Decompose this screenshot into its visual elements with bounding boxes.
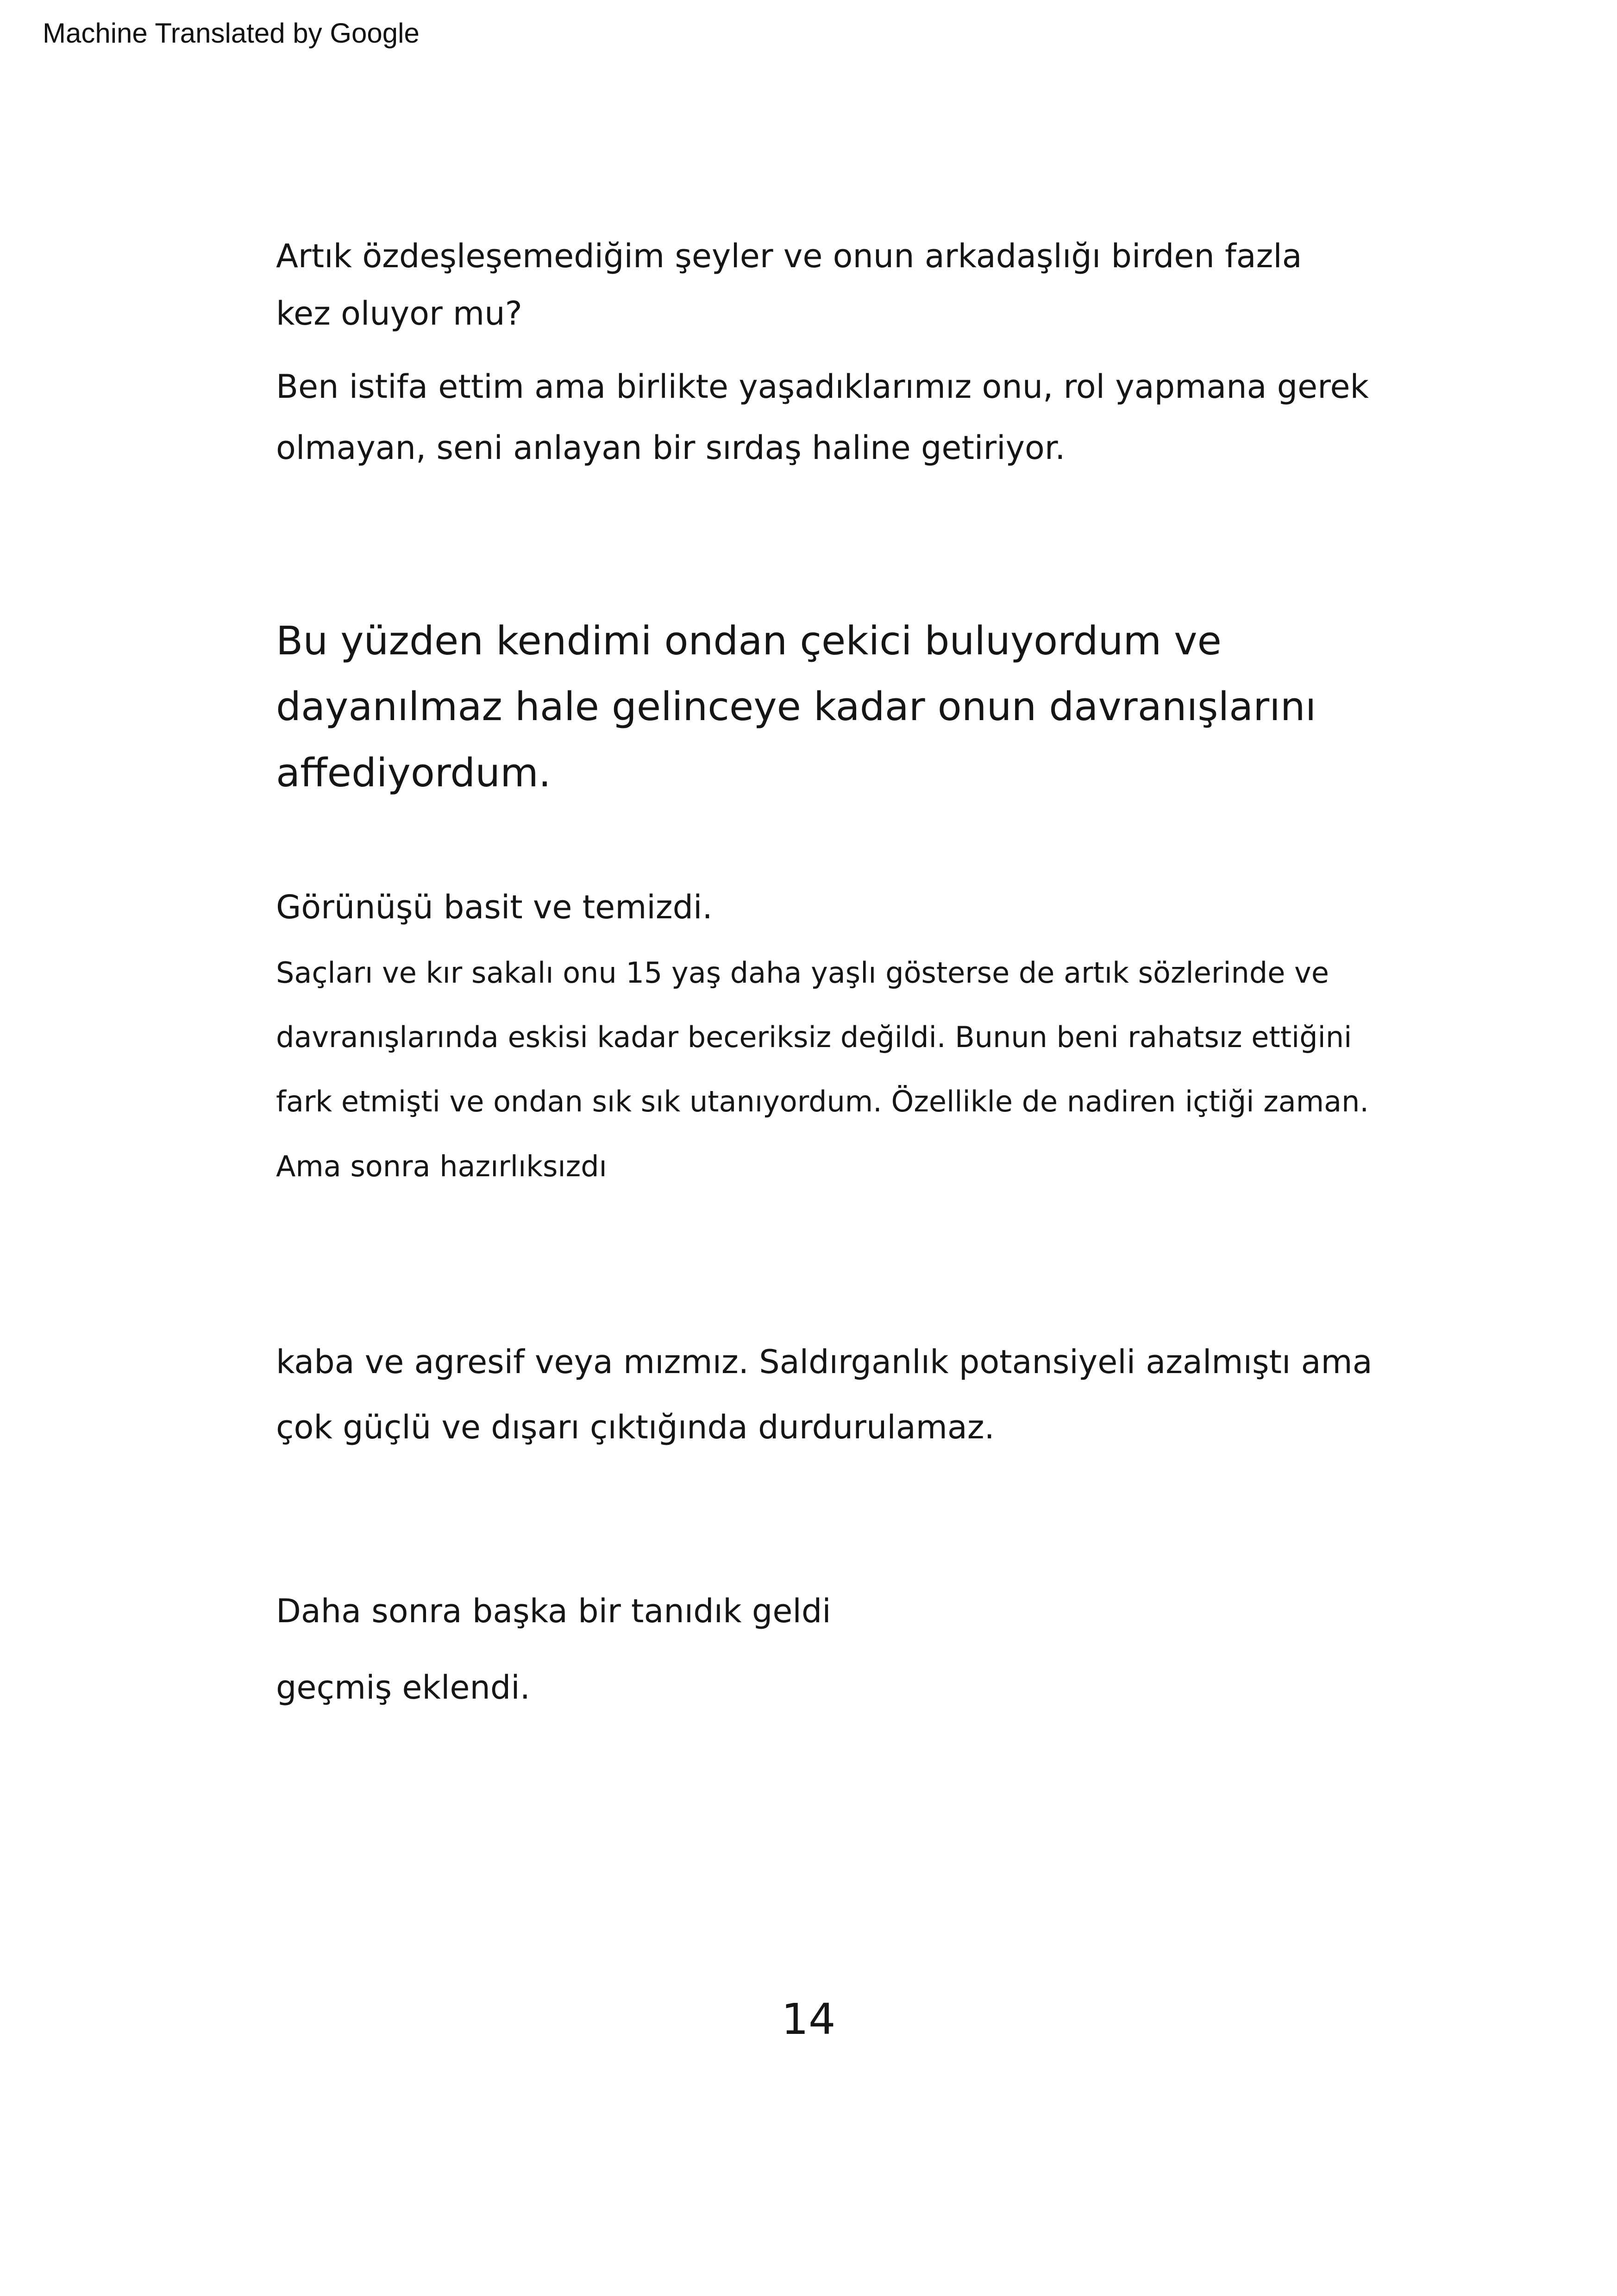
paragraph-2-line-2: olmayan, seni anlayan bir sırdaş haline getiriyor.: [276, 429, 1065, 467]
paragraph-3-line-1: Bu yüzden kendimi ondan çekici buluyordum ve: [276, 618, 1222, 664]
paragraph-5-line-2: davranışlarında eskisi kadar beceriksiz değildi. Bunun beni rahatsız ettiğini: [276, 1020, 1352, 1054]
paragraph-5-line-4: Ama sonra hazırlıksızdı: [276, 1149, 607, 1183]
paragraph-7-line-2: geçmiş eklendi.: [276, 1669, 530, 1706]
paragraph-6-line-2: çok güçlü ve dışarı çıktığında durdurulamaz.: [276, 1408, 995, 1446]
paragraph-1-line-1: Artık özdeşleşemediğim şeyler ve onun arkadaşlığı birden fazla: [276, 237, 1302, 275]
paragraph-5-line-3: fark etmişti ve ondan sık sık utanıyordum. Özellikle de nadiren içtiği zaman.: [276, 1085, 1369, 1118]
paragraph-6-line-1: kaba ve agresif veya mızmız. Saldırganlık potansiyeli azalmıştı ama: [276, 1343, 1373, 1381]
page-number: 14: [781, 1995, 836, 2044]
paragraph-2-line-1: Ben istifa ettim ama birlikte yaşadıklarımız onu, rol yapmana gerek: [276, 368, 1369, 406]
paragraph-3-line-3: affediyordum.: [276, 750, 551, 796]
paragraph-4-line-1: Görünüşü basit ve temizdi.: [276, 888, 713, 926]
paragraph-1-line-2: kez oluyor mu?: [276, 295, 522, 332]
paragraph-7-line-1: Daha sonra başka bir tanıdık geldi: [276, 1592, 831, 1630]
machine-translation-header: Machine Translated by Google: [43, 18, 420, 49]
paragraph-5-line-1: Saçları ve kır sakalı onu 15 yaş daha yaşlı gösterse de artık sözlerinde ve: [276, 956, 1329, 990]
paragraph-3-line-2: dayanılmaz hale gelinceye kadar onun davranışlarını: [276, 684, 1316, 730]
